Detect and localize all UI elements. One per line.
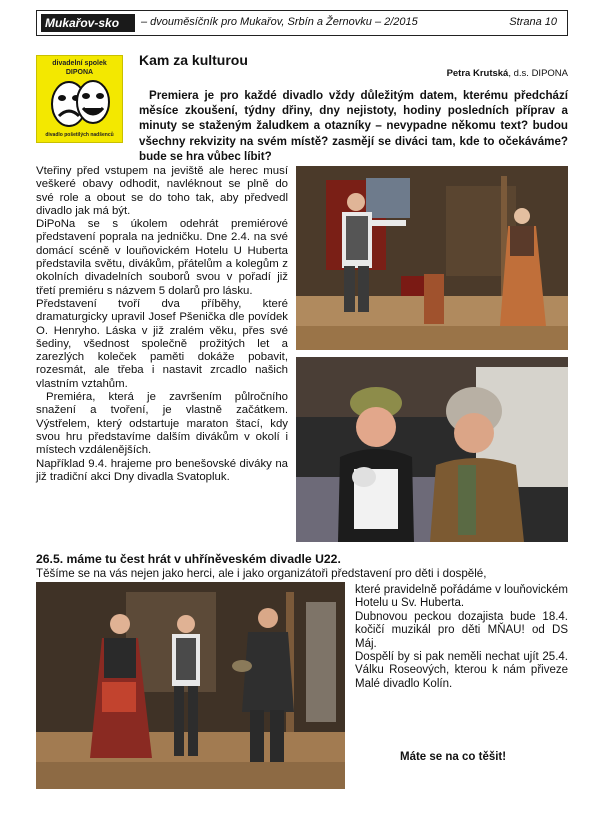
paragraph-5: Například 9.4. hrajeme pro benešovské diváky na již tradiční akci Dny divadla Svatopluk. bbox=[36, 457, 288, 483]
article-lead: Premiera je pro každé divadlo vždy důležitým datem, kterému předchází měsíce zkoušení, týdny dřiny, dny nejistoty, hodiny posledních příprav a minuty se staženým žaludkem a otazníky – nevypadne někomu text? budou všechny rekvizity na svém místě? zasmějí se diváci tam, kde to očekáváme? bude se hra vůbec líbit? bbox=[139, 89, 568, 163]
paragraph-3: Představení tvoří dva příběhy, které dramaturgicky upravil Josef Pšenička dle povídek O. Henryho. Láska v již zralém věku, přes své šediny, všednost společně prožitých let a zarezlých koleček paměti dokáže pobavit, rozesmát, ale třeba i nastavit zrcadlo našich vlastním vztahům. bbox=[36, 297, 288, 390]
author-name: Petra Krutská bbox=[446, 68, 509, 79]
logo-line-1: divadelní spolek bbox=[52, 60, 107, 67]
masthead-logo: Mukařov-sko bbox=[41, 14, 135, 32]
subheading: 26.5. máme tu čest hrát v uhříněveském divadle U22. bbox=[36, 552, 341, 566]
stage-photo-1 bbox=[296, 166, 568, 350]
article-title: Kam za kulturou bbox=[139, 52, 248, 68]
logo-line-2: DIPONA bbox=[65, 69, 94, 76]
author-org: , d.s. DIPONA bbox=[508, 68, 568, 79]
stage-photo-3 bbox=[36, 582, 345, 789]
dipona-logo bbox=[36, 55, 123, 143]
stage-photo-2 bbox=[296, 357, 568, 542]
right-paragraph-3: Dospělí by si pak neměli nechat ujít 25.4. Válku Roseových, kterou k nám přiveze Malé divadlo Kolín. bbox=[355, 651, 568, 690]
paragraph-2: DiPoNa se s úkolem odehrát premiérové představení poprala na jedničku. Dne 2.4. na své domácí scéně v louňovickém Hotelu U Huberta představila světu, divákům, přátelům a kolegům z okolních divadelních souborů svou v pořadí již třetí premiéru s názvem 5 dolarů pro lásku. bbox=[36, 218, 288, 297]
paragraph-4: Premiéra, která je završením půlročního snažení a tvoření, je vlastně začátkem. Výstřelem, který odstartuje maraton štací, kdy svou hru představíme dalším divákům v okolí i místech vzdálenějších. bbox=[36, 391, 288, 457]
right-paragraph-1: které pravidelně pořádáme v louňovickém Hotelu u Sv. Huberta. bbox=[355, 584, 568, 610]
full-width-line: Těšíme se na vás nejen jako herci, ale i jako organizátoři představení pro děti i dospělé, bbox=[36, 567, 487, 580]
page-number: Strana 10 bbox=[509, 16, 557, 28]
left-column bbox=[36, 165, 288, 484]
logo-line-3: divadlo pošetilých nadšenců bbox=[45, 132, 114, 138]
closing-line: Máte se na co těšit! bbox=[400, 751, 507, 763]
theatre-masks-icon bbox=[45, 78, 115, 130]
paragraph-1: Vteřiny před vstupem na jeviště ale herec musí veškeré obavy odhodit, navléknout se plně do své role a obout se do toho tak, aby předvedl divadlo jak má být. bbox=[36, 165, 288, 217]
right-column bbox=[355, 584, 568, 691]
article-author bbox=[447, 68, 568, 79]
header-subtitle: – dvouměsíčník pro Mukařov, Srbín a Žernovku – 2/2015 bbox=[141, 16, 418, 28]
page-header bbox=[36, 10, 568, 36]
right-paragraph-2: Dubnovou peckou dozajista bude 18.4. kočičí muzikál pro děti MŇAU! od DS Máj. bbox=[355, 610, 568, 650]
